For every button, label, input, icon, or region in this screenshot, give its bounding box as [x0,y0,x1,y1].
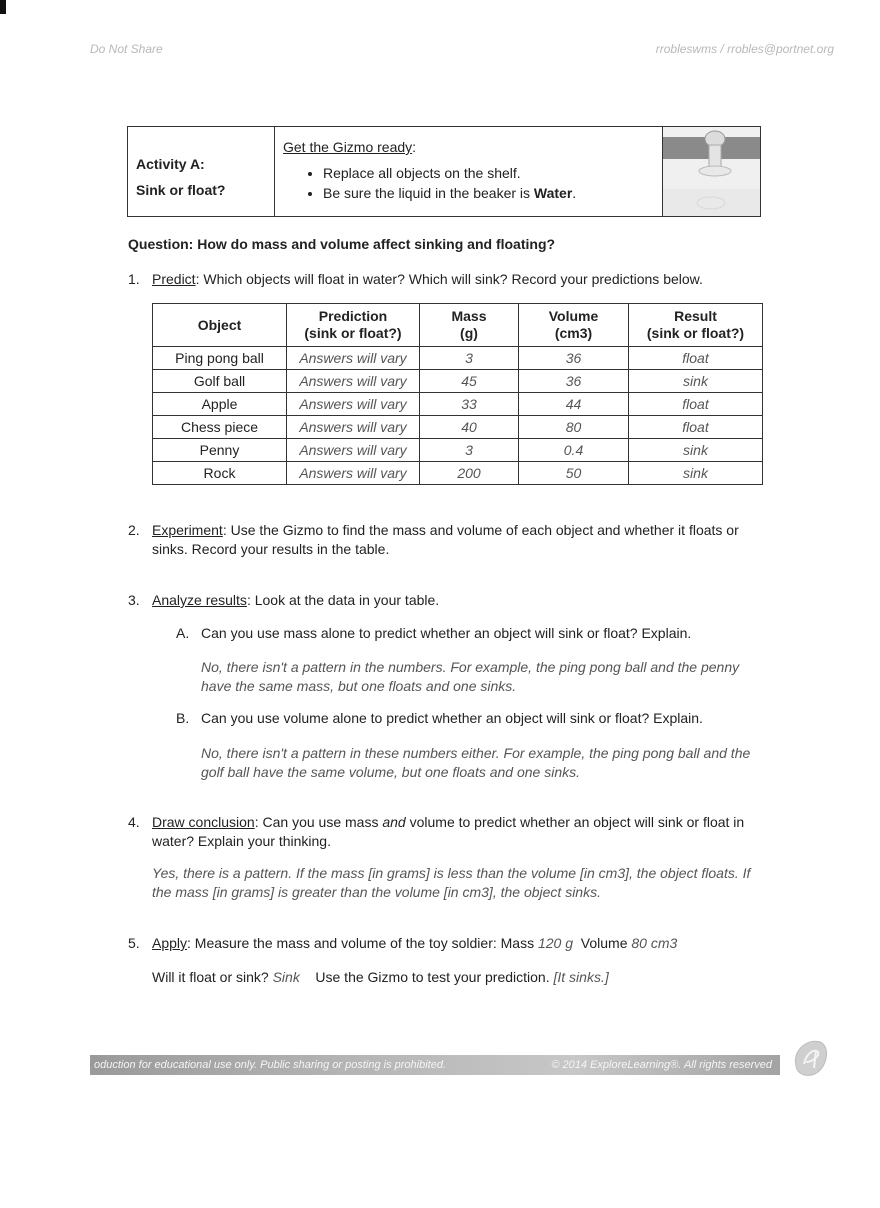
scan-corner-mark [0,0,6,14]
table-row [153,439,763,462]
sub-question: Can you use volume alone to predict whether an object will sink or float? Explain. [201,710,703,726]
test-result-answer: [It sinks.] [553,969,609,985]
activity-title-line2: Sink or float? [136,182,226,198]
cell-object: Golf ball [153,370,287,393]
sub-question: Can you use mass alone to predict whether an object will sink or float? Explain. [201,625,692,641]
table-row [153,416,763,439]
cell-prediction: Answers will vary [287,393,420,416]
cell-volume: 80 [519,416,629,439]
cell-mass: 33 [420,393,519,416]
cell-prediction: Answers will vary [287,347,420,370]
instructions-list [283,163,662,203]
question-label: Analyze results [152,592,247,608]
volume-answer: 80 cm3 [631,935,678,951]
footer-right-text: © 2014 ExploreLearning®. All rights reserved [551,1059,772,1071]
question-5-followup: Will it float or sink? Sink Use the Gizmo to test your prediction. [It sinks.] [152,969,609,985]
activity-title [128,127,275,216]
question-number: 5. [128,935,140,951]
header-user-email: rrobleswms / rrobles@portnet.org [655,42,834,56]
cell-result: float [629,416,763,439]
cell-prediction: Answers will vary [287,439,420,462]
question-label: Predict [152,271,196,287]
table-row [153,462,763,485]
question-label: Draw conclusion [152,814,255,830]
cell-volume: 36 [519,370,629,393]
cell-object: Penny [153,439,287,462]
answer-3a: No, there isn't a pattern in the numbers. For example, the ping pong ball and the penny have the same mass, but one floats and one sinks. [201,659,740,694]
table-row [153,393,763,416]
footer-copyright-bar [90,1055,780,1075]
cell-result: sink [629,462,763,485]
sub-letter: A. [176,625,190,641]
activity-title-line1: Activity A: [136,156,205,172]
instruction-item: • Be sure the liquid in the beaker is Water. [323,183,662,203]
question-number: 2. [128,522,140,538]
col-header-prediction: Prediction (sink or float?) [287,304,420,347]
cell-result: sink [629,439,763,462]
explorelearning-logo-icon [790,1036,832,1080]
question-label: Experiment [152,522,223,538]
question-number: 1. [128,271,140,287]
cell-result: sink [629,370,763,393]
col-header-volume: Volume (cm3) [519,304,629,347]
mass-answer: 120 g [537,935,574,951]
float-sink-answer: Sink [272,969,300,985]
activity-box [127,126,761,217]
question-label: Apply [152,935,188,951]
gizmo-ready-label: Get the Gizmo ready [283,139,413,155]
answer-4: Yes, there is a pattern. If the mass [in grams] is less than the volume [in cm3], the object floats. If the mass [in grams] is greater than the volume [in cm3], the object sinks. [152,865,751,900]
instruction-item: • Replace all objects on the shelf. [323,163,662,183]
footer-left-text: oduction for educational use only. Public sharing or posting is prohibited. [94,1059,447,1071]
table-row [153,370,763,393]
cell-mass: 3 [420,347,519,370]
cell-result: float [629,347,763,370]
activity-instructions: Get the Gizmo ready: • Replace all objects on the shelf. • Be sure the liquid in the beaker is Water. [275,127,662,216]
col-header-mass: Mass (g) [420,304,519,347]
cell-mass: 3 [420,439,519,462]
beaker-illustration [663,127,760,216]
question-number: 3. [128,592,140,608]
gizmo-thumbnail-image [662,127,760,216]
table-row [153,347,763,370]
cell-volume: 0.4 [519,439,629,462]
cell-object: Apple [153,393,287,416]
cell-object: Rock [153,462,287,485]
header-do-not-share: Do Not Share [90,42,163,56]
cell-object: Chess piece [153,416,287,439]
cell-prediction: Answers will vary [287,462,420,485]
cell-mass: 45 [420,370,519,393]
main-question: Question: How do mass and volume affect sinking and floating? [128,236,556,252]
col-header-object: Object [153,304,287,347]
cell-volume: 44 [519,393,629,416]
cell-prediction: Answers will vary [287,370,420,393]
question-number: 4. [128,814,140,830]
cell-volume: 50 [519,462,629,485]
col-header-result: Result (sink or float?) [629,304,763,347]
cell-prediction: Answers will vary [287,416,420,439]
table-header-row [153,304,763,347]
sub-letter: B. [176,710,190,726]
sink-float-table [152,303,763,485]
cell-object: Ping pong ball [153,347,287,370]
cell-mass: 40 [420,416,519,439]
cell-mass: 200 [420,462,519,485]
cell-volume: 36 [519,347,629,370]
answer-3b: No, there isn't a pattern in these numbers either. For example, the ping pong ball and the golf ball have the same volume, but one floats and one sinks. [201,745,751,780]
cell-result: float [629,393,763,416]
